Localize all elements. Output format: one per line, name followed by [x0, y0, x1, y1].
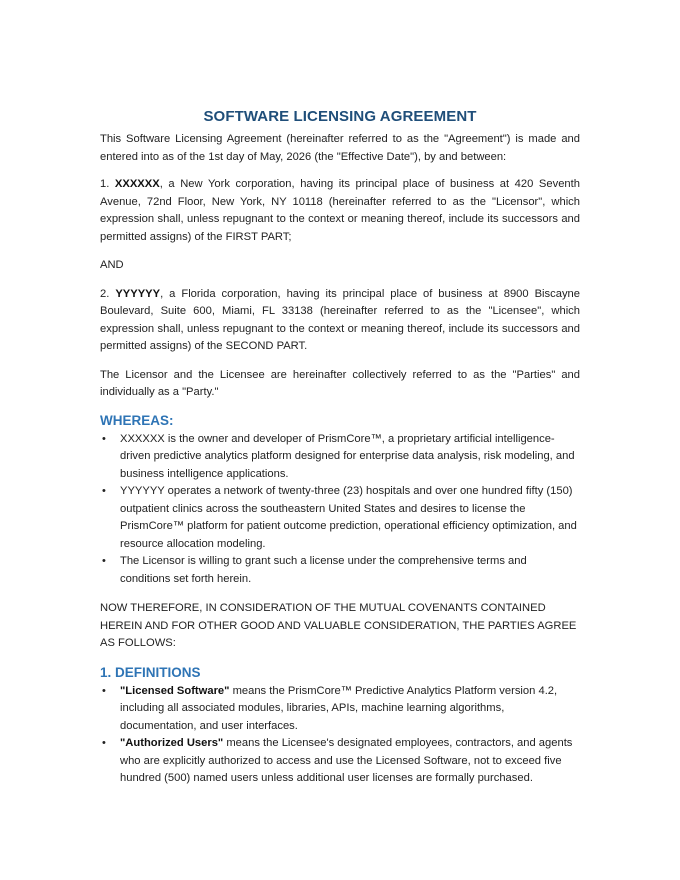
party-one-paragraph — [100, 176, 580, 246]
party-one-text: , a New York corporation, having its principal place of business at 420 Seventh Avenue, 72nd Floor, New York, NY 10118 (hereinafter referred to as the "Licensor", which expression shall, unless repugnant to the context or meaning thereof, include its successors and permitted assigns) of the FIRST PART; — [100, 178, 580, 243]
definition-term: "Licensed Software" — [120, 684, 230, 697]
parties-paragraph: The Licensor and the Licensee are hereinafter collectively referred to as the "Parties" and individually as a "Party." — [100, 368, 580, 398]
whereas-item-text: YYYYYY operates a network of twenty-three (23) hospitals and over one hundred fifty (150) outpatient clinics across the southeastern United States and desires to license the PrismCore™ platform for patient outcome prediction, operational efficiency optimization, and resource allocation modeling. — [120, 485, 577, 550]
bullet-icon: • — [102, 432, 106, 445]
definitions-heading: 1. DEFINITIONS — [100, 664, 201, 680]
party-two-text: , a Florida corporation, having its principal place of business at 8900 Biscayne Boulevard, Suite 600, Miami, FL 33138 (hereinafter referred to as the "Licensee", which expression shall, unless repugnant to the context or meaning thereof, include its successors and permitted assigns) of the SECOND PART. — [100, 287, 580, 352]
definition-term: "Authorized Users" — [120, 737, 224, 749]
whereas-list — [100, 431, 580, 589]
list-item — [100, 553, 580, 588]
document-title: SOFTWARE LICENSING AGREEMENT — [203, 108, 477, 125]
bullet-icon: • — [102, 737, 106, 749]
bullet-icon: • — [102, 555, 106, 567]
whereas-heading: WHEREAS: — [100, 412, 174, 428]
party-two-name: YYYYYY — [115, 287, 161, 300]
bullet-icon: • — [102, 485, 106, 497]
definition-text: means the Licensee's designated employees, contractors, and agents who are explicitly authorized to access and use the Licensed Software, not to exceed five hundred (500) named users unless additional user licenses are formally purchased. — [120, 737, 573, 784]
definitions-list — [100, 683, 580, 788]
party-one-number: 1. — [100, 178, 115, 190]
definition-text: means the PrismCore™ Predictive Analytics Platform version 4.2, including all associated modules, libraries, APIs, machine learning algorithms, documentation, and user interfaces. — [120, 684, 558, 732]
list-item — [100, 483, 580, 553]
intro-paragraph: This Software Licensing Agreement (hereinafter referred to as the "Agreement") is made and entered into as of the 1st day of May, 2026 (the "Effective Date"), by and between: — [100, 133, 580, 163]
list-item — [100, 683, 580, 736]
now-therefore-paragraph: NOW THEREFORE, IN CONSIDERATION OF THE MUTUAL COVENANTS CONTAINED HEREIN AND FOR OTHER GOOD AND VALUABLE CONSIDERATION, THE PARTIES AGREE AS FOLLOWS: — [100, 602, 577, 649]
party-one-name: XXXXXX — [114, 178, 160, 190]
party-two-number: 2. — [100, 287, 116, 300]
list-item — [100, 431, 580, 484]
party-two-paragraph — [100, 286, 580, 356]
whereas-item-text: XXXXXX is the owner and developer of PrismCore™, a proprietary artificial intelligence-driven predictive analytics platform designed for enterprise data analysis, risk modeling, and business intelligence applications. — [120, 432, 575, 480]
bullet-icon: • — [102, 684, 106, 697]
and-separator: AND — [100, 259, 124, 271]
list-item — [100, 735, 580, 788]
whereas-item-text: The Licensor is willing to grant such a license under the comprehensive terms and conditions set forth herein. — [120, 555, 527, 585]
